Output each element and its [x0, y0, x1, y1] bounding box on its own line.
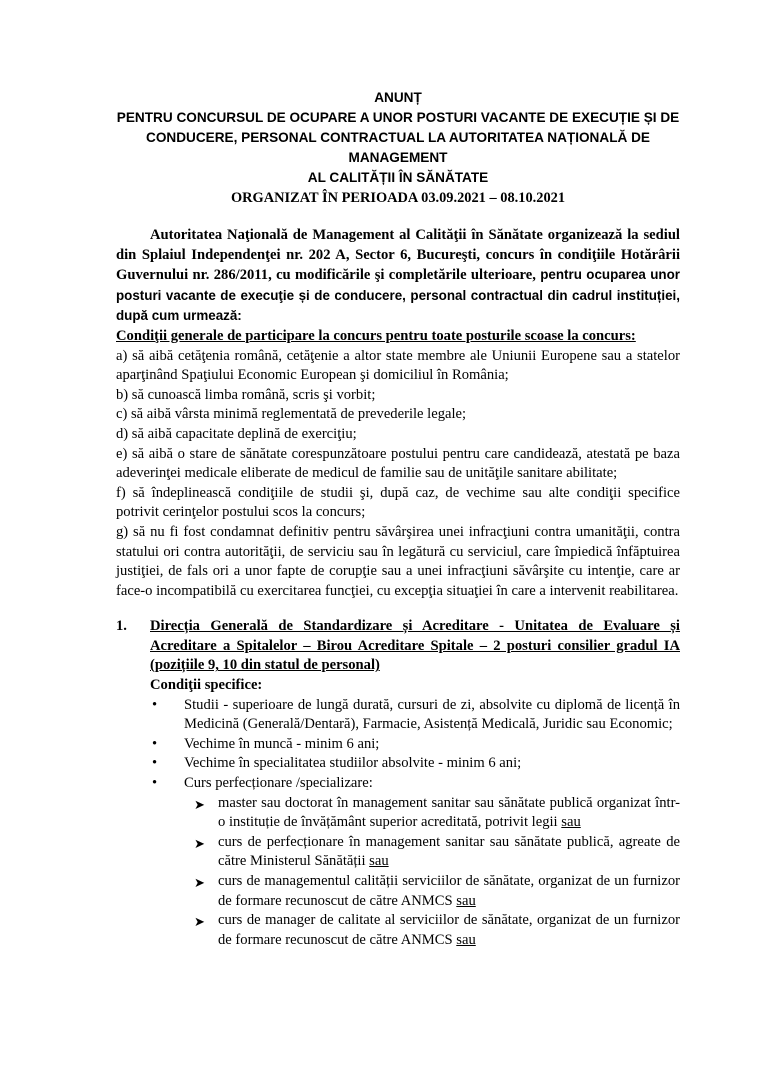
- arrow-item: [150, 911, 680, 950]
- bullet-item: • Vechime în specialitatea studiilor absolvite - minim 6 ani;: [150, 754, 680, 774]
- intro-part-1: Autoritatea Naţională de Management al Calităţii în Sănătate organizează la sediul din Splaiul Independenţei nr. 202 A, Sector 6, Bucureşti, concurs în condiţiile Hotărârii Guvernului nr. 286/2011, cu modificările şi completările ulterioare,: [116, 227, 680, 284]
- arrow-item: [150, 872, 680, 911]
- condition-item: g) să nu fi fost condamnat definitiv pentru săvârşirea unei infracţiuni contra umanităţii, contra statului ori contra autorităţii, de serviciu sau în legătură cu serviciul, care împiedică înfăptuirea justiţiei, de fals ori a unor fapte de corupţie sau a unei infracţiuni săvârşite cu intenţie, care ar face-o incompatibilă cu exercitarea funcţiei, cu excepţia situaţiei în care a intervenit reabilitarea.: [116, 523, 680, 599]
- condition-item: b) să cunoască limba română, scris şi vorbit;: [116, 386, 376, 403]
- arrow-item-text: curs de managementul calității serviciilor de sănătate, organizat de un furnizor de formare recunoscut de către ANMCS: [218, 873, 680, 909]
- header-line: CONDUCERE, PERSONAL CONTRACTUAL LA AUTORITATEA NAȚIONALĂ DE MANAGEMENT: [146, 130, 650, 165]
- arrow-bullet-icon: ➤: [194, 914, 205, 930]
- condition-item: c) să aibă vârsta minimă reglementată de prevederile legale;: [116, 406, 467, 423]
- bullet-item: • Vechime în muncă - minim 6 ani;: [150, 735, 680, 755]
- bullet-item: • Curs perfecționare /specializare:: [150, 774, 680, 794]
- training-options-list: [150, 794, 680, 951]
- section-title: Direcția Generală de Standardizare și Acreditare - Unitatea de Evaluare și Acreditare a Spitalelor – Birou Acreditare Spitale – 2 posturi consilier gradul IA (pozițiile 9, 10 din statul de personal): [150, 618, 680, 674]
- arrow-bullet-icon: ➤: [194, 835, 205, 851]
- arrow-item-text: curs de manager de calitate al serviciilor de sănătate, organizat de un furnizor de formare recunoscut de către ANMCS: [218, 912, 680, 948]
- arrow-item-text: master sau doctorat în management sanitar sau sănătate publică organizat într-o instituție de învățământ superior acreditată, potrivit legii: [218, 794, 680, 831]
- arrow-item-conj: sau: [561, 814, 581, 831]
- condition-item: a) să aibă cetăţenia română, cetăţenie a altor state membre ale Uniunii Europene sau a statelor aparţinând Spaţiului Economic European şi domiciliul în România;: [116, 347, 680, 384]
- arrow-item-conj: sau: [456, 931, 476, 948]
- general-conditions: [116, 327, 680, 601]
- announcement-header: [108, 88, 688, 208]
- arrow-item-text: curs de perfecționare în management sanitar sau sănătate publică, agreate de către Ministerul Sănătății: [218, 833, 680, 870]
- specific-conditions-list: [150, 696, 680, 794]
- condition-item: f) să îndeplinească condiţiile de studii şi, după caz, de vechime sau alte condiţii specifice potrivit cerinţelor postului scos la concurs;: [116, 484, 680, 521]
- arrow-bullet-icon: ➤: [194, 796, 205, 812]
- header-line: AL CALITĂȚII ÎN SĂNĂTATE: [307, 170, 489, 185]
- arrow-item: [150, 833, 680, 872]
- section-number: 1.: [116, 618, 127, 635]
- announcement-title: ANUNȚ: [374, 90, 422, 105]
- bullet-item: • Studii - superioare de lungă durată, cursuri de zi, absolvite cu diplomă de licență în Medicină (Generală/Dentară), Farmacie, Asistență Medicală, Juridic sau Economic;: [150, 696, 680, 735]
- arrow-item-conj: sau: [456, 892, 476, 909]
- general-conditions-title: Condiţii generale de participare la concurs pentru toate posturile scoase la concurs:: [116, 327, 636, 344]
- section-1-heading: [116, 617, 680, 676]
- arrow-item-conj: sau: [369, 853, 389, 870]
- header-period: ORGANIZAT ÎN PERIOADA 03.09.2021 – 08.10.2021: [230, 190, 566, 206]
- arrow-bullet-icon: ➤: [194, 875, 205, 890]
- intro-part-2: pentru ocuparea unor posturi vacante de execuţie și de conducere, personal contractual din cadrul instituției, după cum urmează:: [116, 267, 680, 324]
- header-line: PENTRU CONCURSUL DE OCUPARE A UNOR POSTURI VACANTE DE EXECUȚIE ȘI DE: [116, 110, 680, 125]
- arrow-item: [150, 794, 680, 833]
- condition-item: d) să aibă capacitate deplină de exerciţiu;: [116, 425, 357, 442]
- intro-paragraph: [116, 226, 680, 327]
- condition-item: e) să aibă o stare de sănătate corespunzătoare postului pentru care candidează, atestată pe baza adeverinţei medicale eliberate de medicul de familie sau de unităţile sanitare abilitate;: [116, 445, 680, 482]
- specific-conditions-title: Condiţii specifice:: [150, 677, 263, 694]
- section-1-body: [116, 676, 680, 950]
